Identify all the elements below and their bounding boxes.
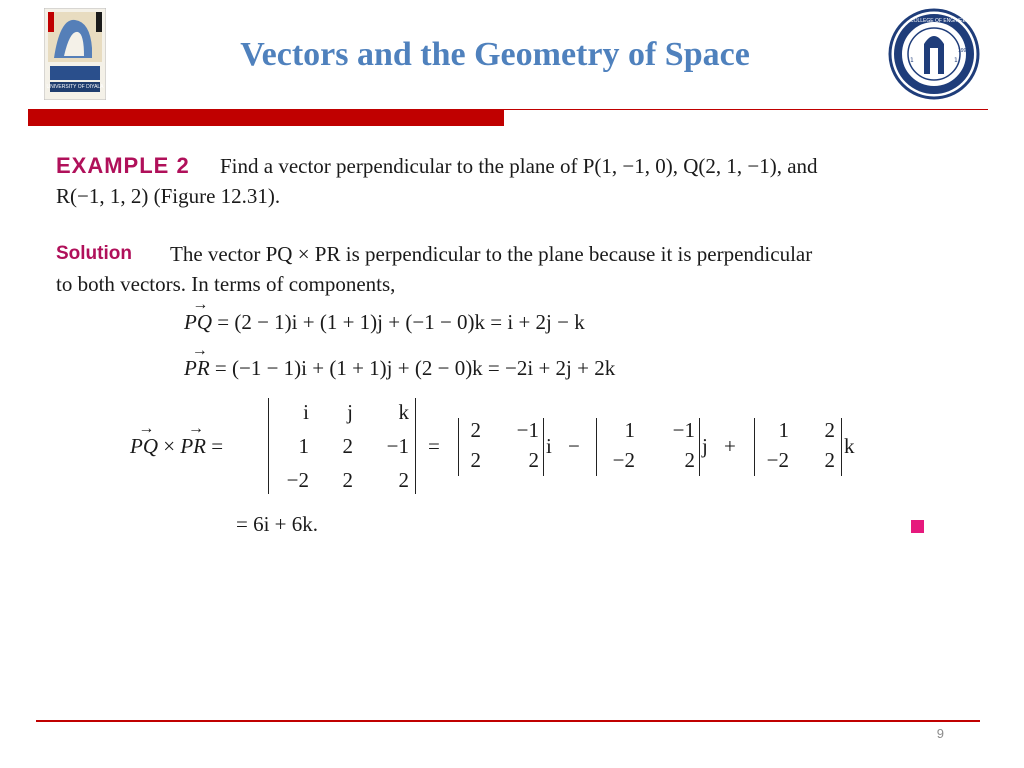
- page-title: Vectors and the Geometry of Space: [240, 36, 750, 73]
- college-seal-year: 1998: [958, 48, 970, 54]
- solution-text-line-2: to both vectors. In terms of components,: [56, 272, 396, 296]
- cross-product-result: = 6i + 6k.: [236, 512, 319, 536]
- det2c-cell: 1: [778, 418, 789, 442]
- example-label: EXAMPLE 2: [56, 153, 190, 178]
- end-of-proof-square: [911, 520, 924, 533]
- det3-cell: 1: [298, 434, 309, 458]
- determinant-2x2-j: [596, 418, 700, 476]
- det3-cell: i: [303, 400, 309, 424]
- university-logo: [44, 8, 106, 100]
- example-text-line-2: R(−1, 1, 2) (Figure 12.31).: [56, 184, 281, 208]
- det2c-cell: 2: [824, 448, 835, 472]
- vector-pr-lhs: → PR: [180, 434, 206, 459]
- det3-cell: −1: [386, 434, 409, 458]
- equals-sign: =: [428, 434, 440, 458]
- det3-cell: 2: [398, 468, 409, 492]
- example-text-line-1: Find a vector perpendicular to the plane of P(1, −1, 0), Q(2, 1, −1), and: [220, 154, 818, 178]
- det3-cell: 2: [342, 468, 353, 492]
- unit-vector-j: j: [702, 434, 708, 458]
- det3-cell: k: [398, 400, 409, 424]
- det2b-cell: 2: [684, 448, 695, 472]
- minus-sign: −: [568, 434, 580, 458]
- det2a-cell: 2: [470, 448, 481, 472]
- cross-product-lhs: [130, 434, 223, 459]
- equation-pq: [184, 310, 585, 335]
- vector-pq-lhs: → PQ: [130, 434, 158, 459]
- det2a-cell: −1: [516, 418, 539, 442]
- cross-equals: =: [206, 434, 224, 458]
- det2b-cell: 1: [624, 418, 635, 442]
- unit-vector-k: k: [844, 434, 855, 458]
- vector-pr: → PR: [184, 356, 210, 381]
- svg-text:1: 1: [954, 57, 958, 64]
- plus-sign: +: [724, 434, 736, 458]
- equation-pq-rhs: = (2 − 1)i + (1 + 1)j + (−1 − 0)k = i + 2j − k: [212, 310, 585, 334]
- equation-pr-rhs: = (−1 − 1)i + (1 + 1)j + (2 − 0)k = −2i + 2j + 2k: [209, 356, 616, 380]
- footer-divider: [36, 720, 980, 722]
- det3-cell: j: [347, 400, 353, 424]
- det3-cell: −2: [286, 468, 309, 492]
- det2a-cell: 2: [470, 418, 481, 442]
- determinant-2x2-i: [458, 418, 544, 476]
- equation-pr: [184, 356, 615, 381]
- solution-text-line-1: The vector PQ × PR is perpendicular to the plane because it is perpendicular: [170, 242, 813, 266]
- college-seal: [886, 8, 982, 100]
- det3-cell: 2: [342, 434, 353, 458]
- unit-vector-i: i: [546, 434, 552, 458]
- university-logo-caption: UNIVERSITY OF DIYALA: [46, 84, 104, 90]
- det2b-cell: −2: [612, 448, 635, 472]
- vector-pq: → PQ: [184, 310, 212, 335]
- det2a-cell: 2: [528, 448, 539, 472]
- determinant-3x3: [268, 398, 416, 494]
- svg-text:1: 1: [910, 57, 914, 64]
- college-seal-text: COLLEGE OF ENGINEERING: [910, 18, 979, 24]
- det2c-cell: 2: [824, 418, 835, 442]
- header-accent-bar: [28, 110, 504, 126]
- det2b-cell: −1: [672, 418, 695, 442]
- cross-operator: ×: [158, 434, 181, 458]
- det2c-cell: −2: [766, 448, 789, 472]
- page-number: 9: [936, 726, 944, 741]
- determinant-2x2-k: [754, 418, 842, 476]
- solution-label: Solution: [56, 243, 132, 264]
